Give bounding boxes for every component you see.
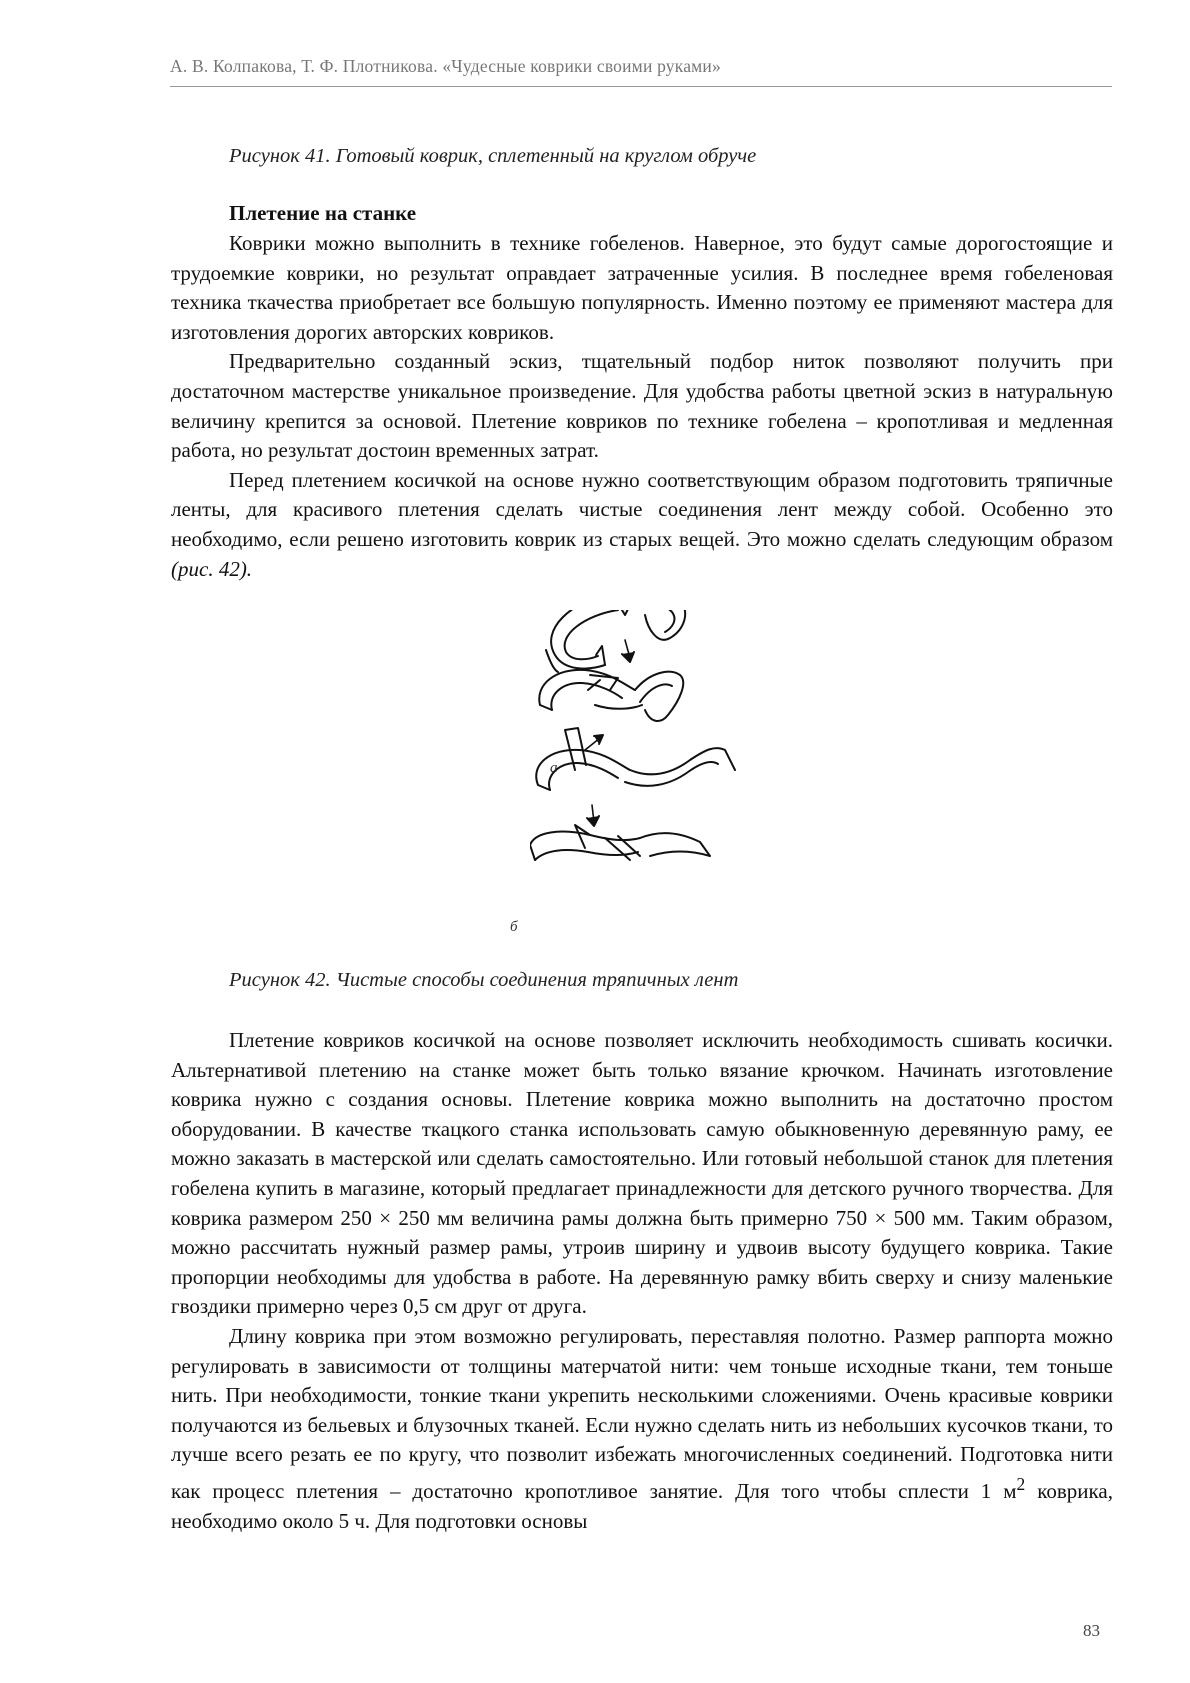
superscript-2: 2	[1016, 1473, 1026, 1494]
figure-41-caption: Рисунок 41. Готовый коврик, сплетенный на круглом обруче	[229, 145, 757, 167]
figure-label-b: б	[510, 919, 518, 935]
page-number: 83	[1083, 1621, 1100, 1640]
paragraph-2: Предварительно созданный эскиз, тщательный подбор ниток позволяют получить при достаточном мастерстве уникальное произведение. Для удобства работы цветной эскиз в натуральную величину крепится за основой. Плетение ковриков по технике гобелена – кропотливая и медленная работа, но результат достоин временных затрат.	[171, 349, 1113, 463]
body-text-top	[171, 229, 1113, 584]
paragraph-5-text: Длину коврика при этом возможно регулировать, переставляя полотно. Размер раппорта можно регулировать в зависимости от толщины матерчатой нити: чем тоньше исходные ткани, тем тоньше нить. При необходимости, тонкие ткани укрепить несколькими сложениями. Очень красивые коврики получаются из бельевых и блузочных тканей. Если нужно сделать нить из небольших кусочков ткани, то лучше всего резать ее по кругу, что позволит избежать многочисленных соединений. Подготовка нити как процесс плетения – достаточно кропотливое занятие. Для того чтобы сплести 1 м	[171, 1323, 1113, 1503]
paragraph-1: Коврики можно выполнить в технике гобеленов. Наверное, это будут самые дорогостоящие и трудоемкие коврики, но результат оправдает затраченные усилия. В последнее время гобеленовая техника ткачества приобретает все большую популярность. Именно поэтому ее применяют мастера для изготовления дорогих авторских ковриков.	[171, 231, 1113, 344]
running-head: А. В. Колпакова, Т. Ф. Плотникова. «Чудесные коврики своими руками»	[170, 56, 721, 76]
paragraph-3-text: Перед плетением косичкой на основе нужно соответствующим образом подготовить тряпичные ленты, для красивого плетения сделать чистые соединения лент между собой. Особенно это необходимо, если решено изготовить коврик из старых вещей. Это можно сделать следующим образом	[171, 467, 1113, 551]
paragraph-3	[171, 466, 1113, 584]
section-heading: Плетение на станке	[229, 201, 417, 225]
header-divider	[170, 86, 1112, 87]
body-text-bottom	[171, 1026, 1113, 1536]
paragraph-5-end: коврика, необходимо около 5 ч. Для подготовки основы	[171, 1478, 1113, 1533]
figure-reference: (рис. 42).	[171, 556, 253, 581]
figure-42-caption: Рисунок 42. Чистые способы соединения тряпичных лент	[229, 969, 739, 991]
paragraph-5	[171, 1322, 1113, 1536]
figure-label-a: а	[550, 760, 558, 776]
paragraph-4: Плетение ковриков косичкой на основе позволяет исключить необходимость сшивать косички. Альтернативой плетению на станке может быть только вязание крючком. Начинать изготовление коврика нужно с создания основы. Плетение коврика можно выполнить на достаточно простом оборудовании. В качестве ткацкого станка использовать самую обыкновенную деревянную раму, ее можно заказать в мастерской или сделать самостоятельно. Или готовый небольшой станок для плетения гобелена купить в магазине, который предлагает принадлежности для детского ручного творчества. Для коврика размером 250 × 250 мм величина рамы должна быть примерно 750 × 500 мм. Таким образом, можно рассчитать нужный размер рамы, утроив ширину и удвоив высоту будущего коврика. Такие пропорции необходимы для удобства в работе. На деревянную рамку вбить сверху и снизу маленькие гвоздики примерно через 0,5 см друг от друга.	[171, 1028, 1113, 1319]
ribbon-joining-illustration	[530, 610, 760, 960]
ribbon-drawing	[530, 610, 760, 960]
